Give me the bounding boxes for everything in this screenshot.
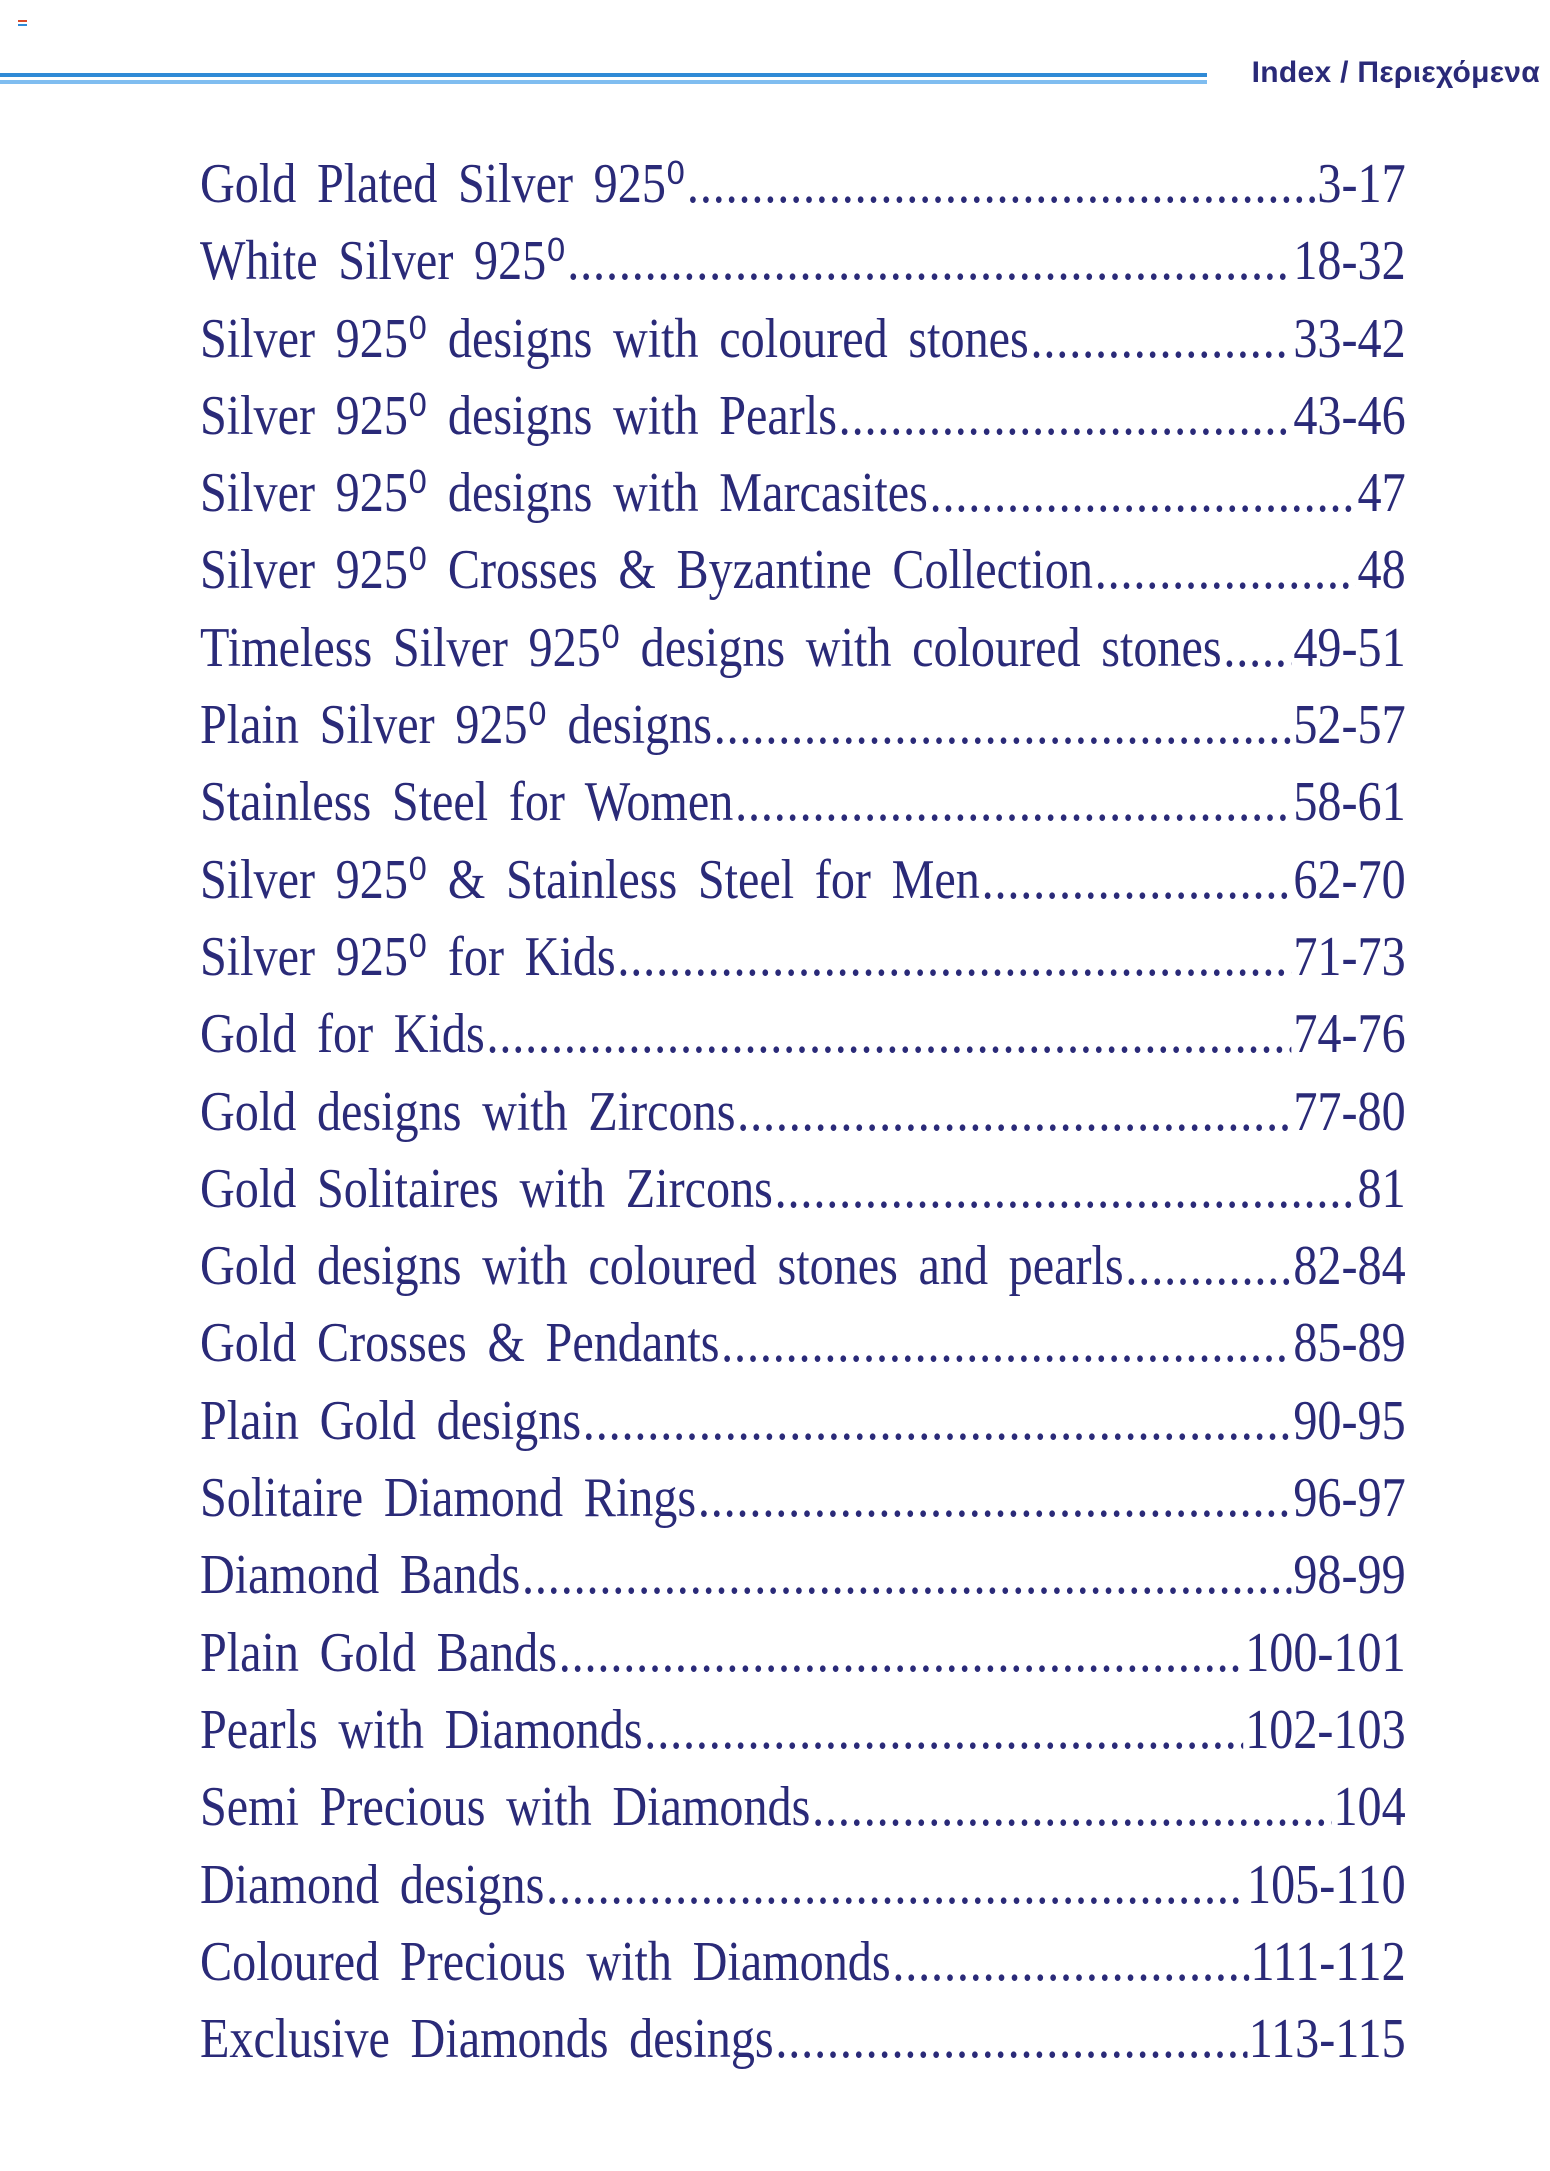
toc-dot-leader xyxy=(522,1537,1292,1614)
toc-entry-label: Diamond designs xyxy=(200,1853,545,1916)
toc-entry-pages: 98-99 xyxy=(1293,1544,1406,1607)
toc-dot-leader xyxy=(982,842,1292,919)
toc-entry xyxy=(200,2001,1406,2078)
toc-entry xyxy=(200,842,1406,919)
toc-entry xyxy=(200,1847,1406,1924)
header-rule xyxy=(0,73,1207,87)
toc-entry-pages: 52-57 xyxy=(1293,694,1406,757)
toc-dot-leader xyxy=(559,1615,1244,1692)
toc-entry xyxy=(200,996,1406,1073)
toc-entry-pages: 74-76 xyxy=(1293,1003,1406,1066)
toc-entry-pages: 33-42 xyxy=(1293,307,1406,370)
toc-entry xyxy=(200,687,1406,764)
toc-entry xyxy=(200,919,1406,996)
toc-entry-label: Gold designs with Zircons xyxy=(200,1080,736,1143)
toc-entry-pages: 71-73 xyxy=(1293,925,1406,988)
toc-entry xyxy=(200,1537,1406,1614)
toc-entry-label: Diamond Bands xyxy=(200,1544,521,1607)
toc-dot-leader xyxy=(698,1460,1292,1537)
toc-entry xyxy=(200,223,1406,300)
toc-entry-label: Plain Gold designs xyxy=(200,1389,582,1452)
toc-entry xyxy=(200,610,1406,687)
table-of-contents xyxy=(200,146,1406,2078)
toc-entry xyxy=(200,1692,1406,1769)
toc-entry-label: Silver 925⁰ for Kids xyxy=(200,925,616,988)
toc-entry xyxy=(200,1151,1406,1228)
toc-entry xyxy=(200,1228,1406,1305)
toc-entry xyxy=(200,532,1406,609)
toc-dot-leader xyxy=(775,1151,1356,1228)
toc-entry-label: Plain Gold Bands xyxy=(200,1621,558,1684)
toc-entry xyxy=(200,764,1406,841)
toc-dot-leader xyxy=(617,919,1291,996)
toc-entry xyxy=(200,378,1406,455)
toc-dot-leader xyxy=(930,455,1356,532)
toc-entry xyxy=(200,1924,1406,2001)
toc-entry xyxy=(200,1460,1406,1537)
toc-entry xyxy=(200,301,1406,378)
toc-entry-pages: 102-103 xyxy=(1245,1698,1406,1761)
header-rule-line xyxy=(0,80,1207,84)
toc-entry-label: Stainless Steel for Women xyxy=(200,771,734,834)
toc-dot-leader xyxy=(892,1924,1248,2001)
toc-dot-leader xyxy=(735,764,1292,841)
toc-entry xyxy=(200,1615,1406,1692)
header-rule-line xyxy=(0,73,1207,77)
toc-entry xyxy=(200,1074,1406,1151)
toc-entry xyxy=(200,1769,1406,1846)
toc-entry-label: Semi Precious with Diamonds xyxy=(200,1776,811,1839)
toc-entry-label: Silver 925⁰ designs with Pearls xyxy=(200,384,837,447)
toc-entry-pages: 77-80 xyxy=(1293,1080,1406,1143)
toc-dot-leader xyxy=(1031,301,1292,378)
toc-dot-leader xyxy=(775,2001,1247,2078)
toc-entry-pages: 96-97 xyxy=(1293,1467,1406,1530)
toc-entry-pages: 18-32 xyxy=(1293,230,1406,293)
toc-dot-leader xyxy=(546,1847,1245,1924)
toc-entry-label: Gold Solitaires with Zircons xyxy=(200,1157,773,1220)
corner-mark-line xyxy=(18,20,27,22)
toc-dot-leader xyxy=(1223,610,1291,687)
toc-entry-label: Silver 925⁰ designs with Marcasites xyxy=(200,462,928,525)
toc-dot-leader xyxy=(687,146,1316,223)
toc-entry-pages: 3-17 xyxy=(1317,153,1406,215)
toc-entry-pages: 48 xyxy=(1357,539,1406,602)
toc-entry-label: Silver 925⁰ Crosses & Byzantine Collection xyxy=(200,539,1093,602)
toc-dot-leader xyxy=(486,996,1291,1073)
toc-entry-pages: 43-46 xyxy=(1293,384,1406,447)
toc-entry-label: Solitaire Diamond Rings xyxy=(200,1467,697,1530)
toc-entry-pages: 85-89 xyxy=(1293,1312,1406,1375)
toc-entry-pages: 111-112 xyxy=(1250,1930,1406,1993)
toc-entry-label: Gold for Kids xyxy=(200,1003,485,1066)
toc-entry-pages: 81 xyxy=(1357,1157,1406,1220)
toc-entry-label: Gold Plated Silver 925⁰ xyxy=(200,153,686,215)
toc-entry-pages: 105-110 xyxy=(1246,1853,1406,1916)
toc-entry-label: Silver 925⁰ & Stainless Steel for Men xyxy=(200,848,980,911)
toc-dot-leader xyxy=(567,223,1291,300)
toc-dot-leader xyxy=(1095,532,1356,609)
toc-dot-leader xyxy=(644,1692,1243,1769)
toc-entry-label: Exclusive Diamonds desings xyxy=(200,2008,774,2071)
toc-entry-pages: 82-84 xyxy=(1293,1235,1406,1298)
toc-entry-label: Gold designs with coloured stones and pearls xyxy=(200,1235,1124,1298)
toc-entry-label: Timeless Silver 925⁰ designs with coloured stones xyxy=(200,616,1222,679)
toc-entry-pages: 58-61 xyxy=(1293,771,1406,834)
toc-entry-label: Plain Silver 925⁰ designs xyxy=(200,694,712,757)
page-title: Index / Περιεχόμενα xyxy=(1251,56,1540,89)
toc-dot-leader xyxy=(1125,1228,1291,1305)
toc-entry-label: Pearls with Diamonds xyxy=(200,1698,643,1761)
toc-dot-leader xyxy=(737,1074,1291,1151)
toc-entry-pages: 47 xyxy=(1357,462,1406,525)
toc-entry-label: White Silver 925⁰ xyxy=(200,230,566,293)
toc-entry xyxy=(200,455,1406,532)
corner-mark-line xyxy=(18,24,27,26)
toc-dot-leader xyxy=(721,1305,1291,1382)
toc-entry-pages: 90-95 xyxy=(1293,1389,1406,1452)
toc-entry-pages: 49-51 xyxy=(1293,616,1406,679)
toc-entry xyxy=(200,1383,1406,1460)
toc-dot-leader xyxy=(812,1769,1332,1846)
toc-entry-label: Coloured Precious with Diamonds xyxy=(200,1930,891,1993)
toc-entry-label: Gold Crosses & Pendants xyxy=(200,1312,720,1375)
toc-entry-pages: 113-115 xyxy=(1248,2008,1406,2071)
toc-dot-leader xyxy=(583,1383,1292,1460)
toc-entry-label: Silver 925⁰ designs with coloured stones xyxy=(200,307,1029,370)
toc-entry-pages: 104 xyxy=(1333,1776,1406,1839)
toc-dot-leader xyxy=(839,378,1292,455)
toc-entry-pages: 62-70 xyxy=(1293,848,1406,911)
toc-entry-pages: 100-101 xyxy=(1245,1621,1406,1684)
toc-dot-leader xyxy=(714,687,1292,764)
toc-entry xyxy=(200,1305,1406,1382)
corner-mark xyxy=(18,20,27,26)
toc-entry xyxy=(200,146,1406,223)
